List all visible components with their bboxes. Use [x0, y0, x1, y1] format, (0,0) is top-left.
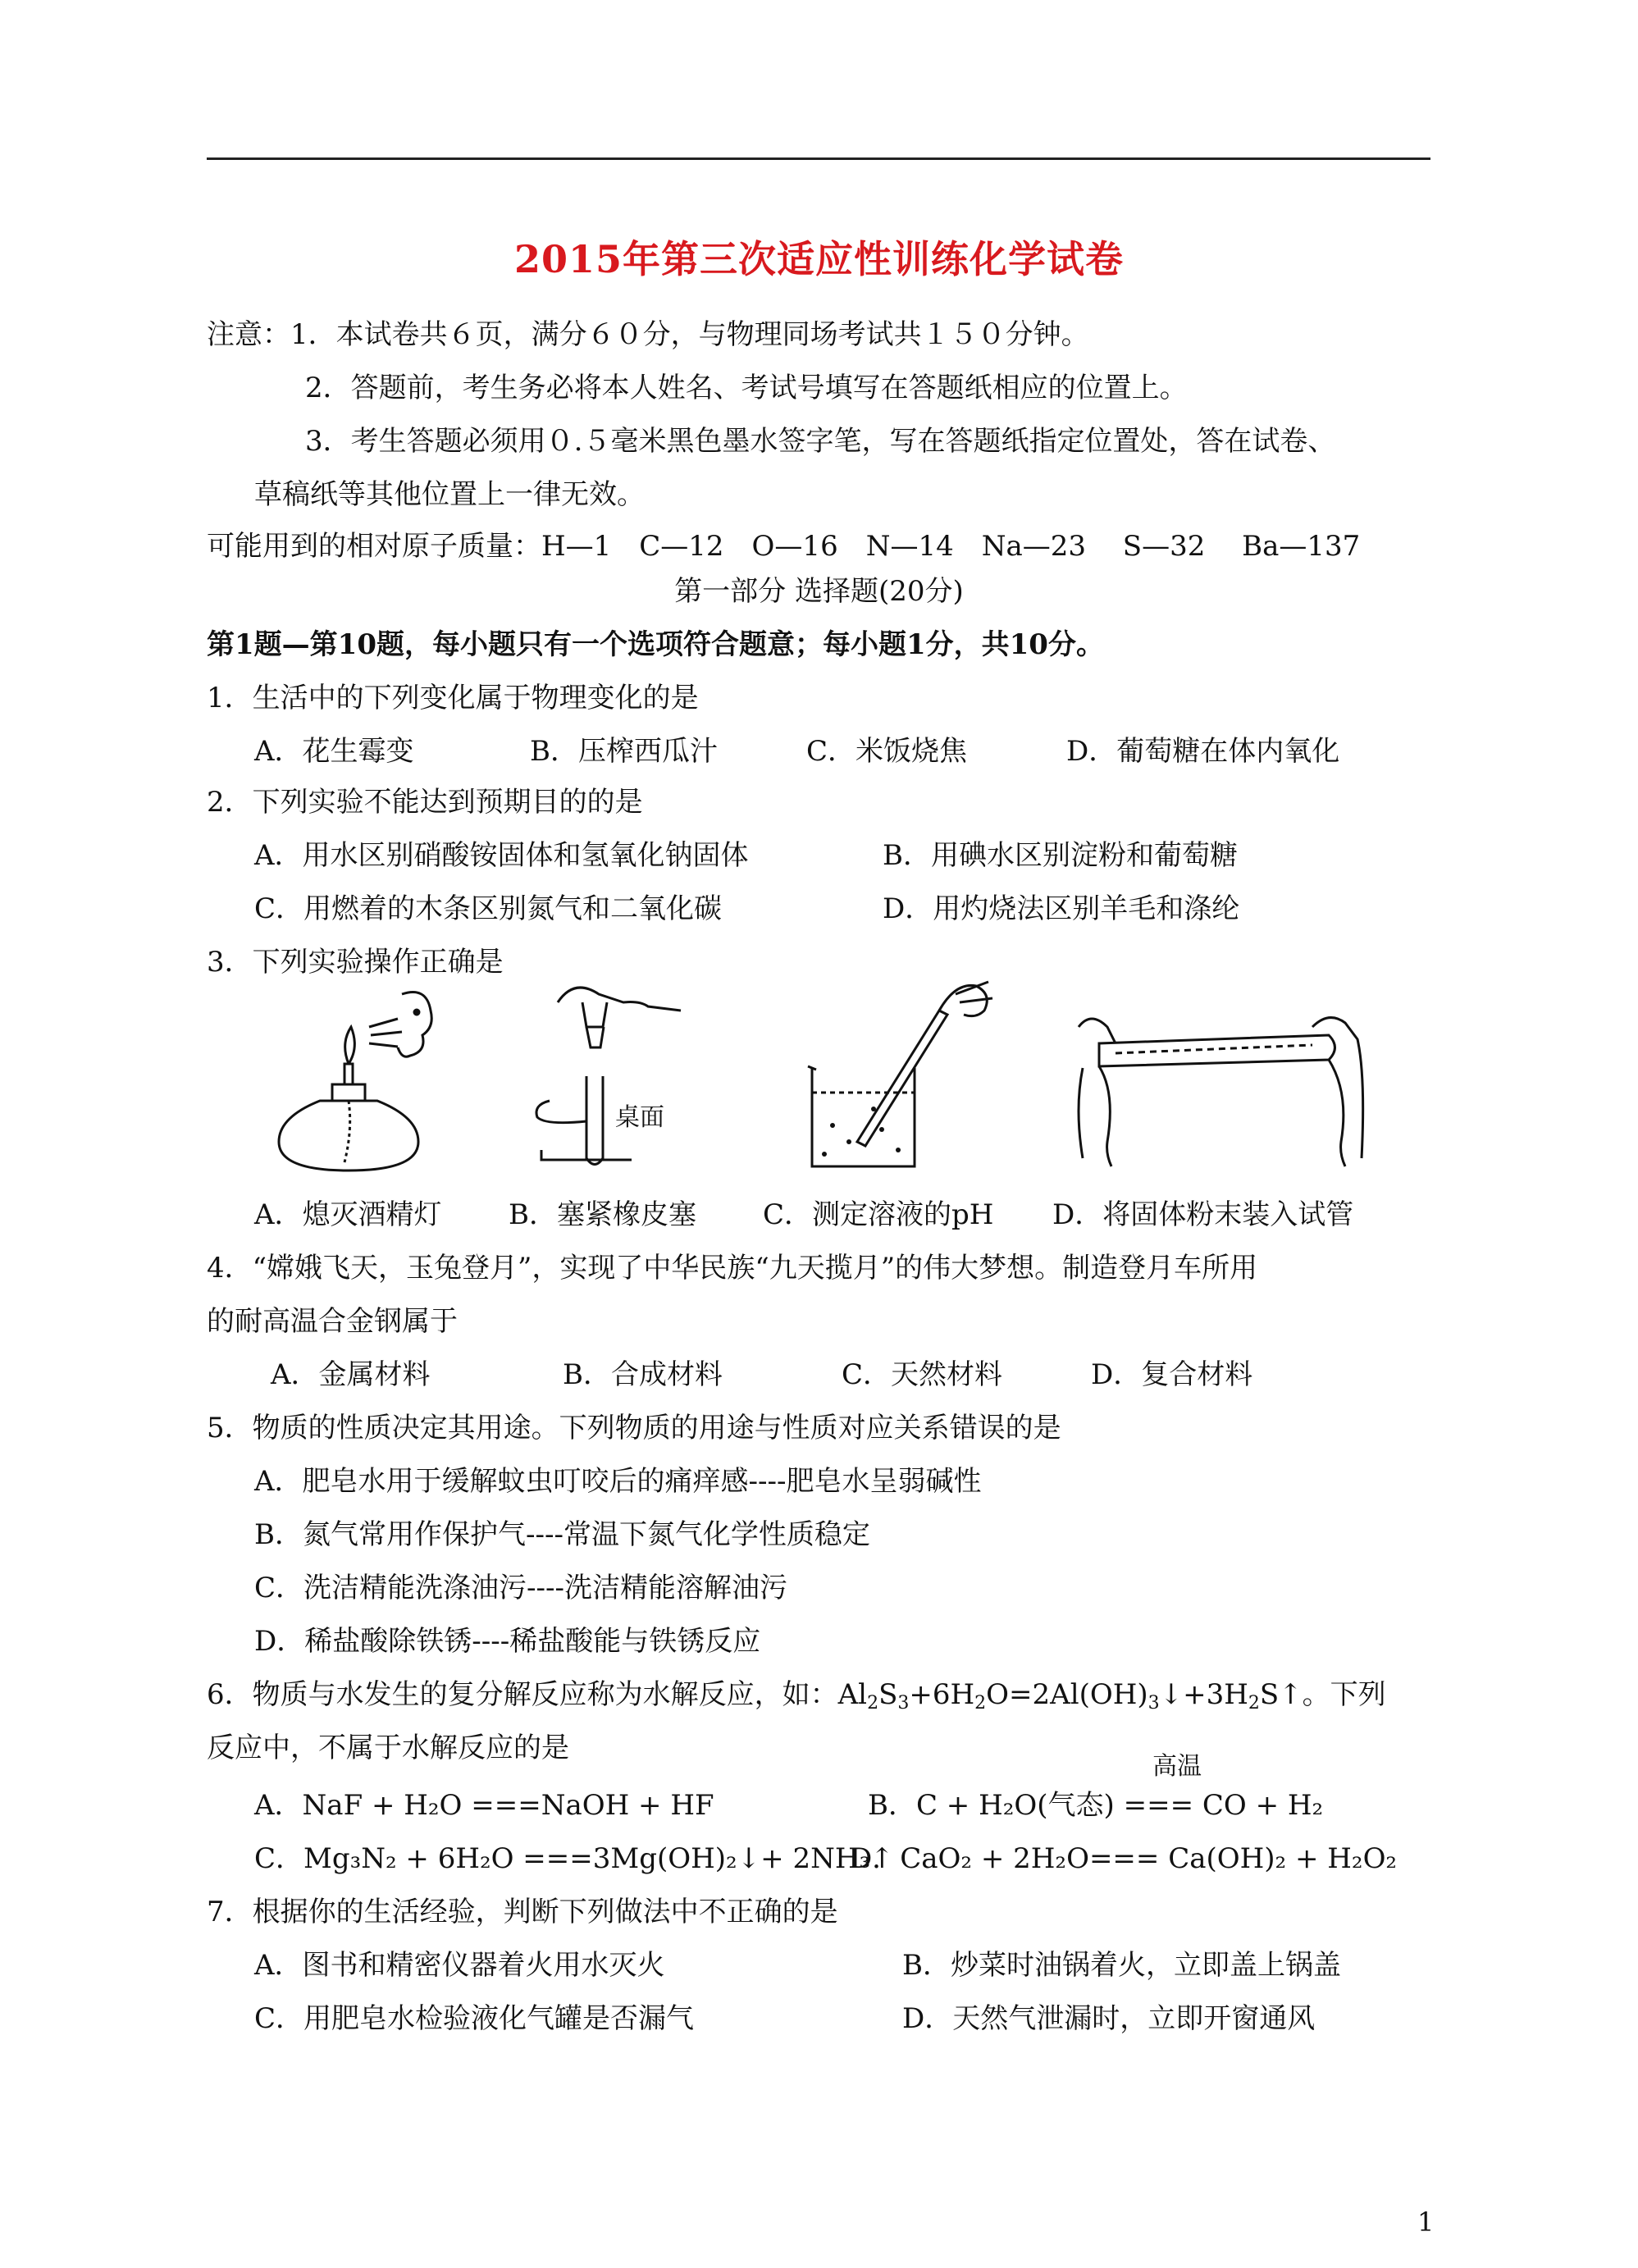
figure-rubber-stopper — [525, 978, 714, 1175]
q6-stem-part-c: +6H — [909, 1678, 975, 1711]
part1-title: 第一部分 选择题(20分) — [674, 575, 964, 608]
q6-stem-part-e: ↓+3H — [1159, 1678, 1248, 1711]
q4-stem-line2: 的耐高温合金钢属于 — [207, 1305, 458, 1338]
table-label: 桌面 — [615, 1104, 664, 1131]
beaker-ph-icon — [800, 978, 997, 1175]
q6-sub-h2s: 2 — [1248, 1693, 1260, 1714]
q6-stem-line2: 反应中，不属于水解反应的是 — [207, 1732, 569, 1764]
q3-option-b: B．塞紧橡皮塞 — [509, 1198, 696, 1231]
q3-stem: 3．下列实验操作正确是 — [207, 946, 504, 979]
q4-option-d: D．复合材料 — [1091, 1358, 1253, 1391]
q6-option-c: C．Mg₃N₂ + 6H₂O ===3Mg(OH)₂↓+ 2NH₃↑ — [254, 1842, 894, 1875]
note-1: 注意：1．本试卷共６页，满分６０分，与物理同场考试共１５０分钟。 — [207, 318, 1089, 351]
figure-ph-test — [800, 978, 997, 1175]
q3-option-c: C．测定溶液的pH — [763, 1198, 994, 1231]
q7-option-b: B．炒菜时油锅着火，立即盖上锅盖 — [902, 1949, 1341, 1982]
q3-option-d: D．将固体粉末装入试管 — [1052, 1198, 1354, 1231]
q1-stem: 1．生活中的下列变化属于物理变化的是 — [207, 682, 699, 714]
q5-stem: 5．物质的性质决定其用途。下列物质的用途与性质对应关系错误的是 — [207, 1412, 1061, 1444]
q5-option-d: D．稀盐酸除铁锈----稀盐酸能与铁锈反应 — [254, 1625, 761, 1658]
q7-option-c: C．用肥皂水检验液化气罐是否漏气 — [254, 2002, 695, 2035]
figure-powder-loading — [1066, 978, 1370, 1175]
q1-option-b: B．压榨西瓜汁 — [530, 735, 718, 768]
q6-stem-part-f: S↑。下列 — [1259, 1678, 1386, 1711]
q2-option-d: D．用灼烧法区别羊毛和涤纶 — [883, 892, 1240, 925]
q4-option-a: A．金属材料 — [271, 1358, 431, 1391]
q6-sub-h2o: 2 — [974, 1693, 987, 1714]
note-4: 草稿纸等其他位置上一律无效。 — [254, 478, 645, 511]
q2-option-b: B．用碘水区别淀粉和葡萄糖 — [883, 839, 1238, 872]
q5-option-a: A．肥皂水用于缓解蚊虫叮咬后的痛痒感----肥皂水呈弱碱性 — [254, 1465, 982, 1498]
q6-option-b: B．C + H₂O(气态) === CO + H₂ — [868, 1789, 1324, 1822]
q6-stem-part-d: O=2Al(OH) — [986, 1678, 1148, 1711]
page-number: 1 — [1417, 2206, 1435, 2238]
q2-option-a: A．用水区别硝酸铵固体和氢氧化钠固体 — [254, 839, 749, 872]
q7-option-d: D．天然气泄漏时，立即开窗通风 — [902, 2002, 1316, 2035]
q6-sub-oh: 3 — [1148, 1693, 1160, 1714]
q6-option-a: A．NaF + H₂O ===NaOH + HF — [254, 1789, 714, 1822]
note-2: 2．答题前，考生务必将本人姓名、考试号填写在答题纸相应的位置上。 — [305, 372, 1188, 404]
note-3: 3．考生答题必须用０.５毫米黑色墨水签字笔，写在答题纸指定位置处，答在试卷、 — [305, 425, 1336, 458]
q6-option-d: D．CaO₂ + 2H₂O=== Ca(OH)₂ + H₂O₂ — [850, 1842, 1398, 1875]
header-rule — [207, 157, 1430, 160]
q6-sub-s: 3 — [897, 1693, 910, 1714]
q6-stem-part-a: 6．物质与水发生的复分解反应称为水解反应，如：Al — [207, 1678, 868, 1711]
q6-stem-part-b: S — [878, 1678, 898, 1711]
exam-title: 2015年第三次适应性训练化学试卷 — [513, 237, 1125, 281]
q1-option-d: D．葡萄糖在体内氧化 — [1066, 735, 1340, 768]
figure-alcohol-lamp — [262, 978, 435, 1175]
q7-option-a: A．图书和精密仪器着火用水灭火 — [254, 1949, 665, 1982]
q4-option-c: C．天然材料 — [842, 1358, 1003, 1391]
q5-option-c: C．洗洁精能洗涤油污----洗洁精能溶解油污 — [254, 1572, 787, 1604]
q7-stem: 7．根据你的生活经验，判断下列做法中不正确的是 — [207, 1896, 838, 1928]
hands-test-tube-icon — [1066, 978, 1370, 1175]
q1-option-c: C．米饭烧焦 — [806, 735, 968, 768]
q2-stem: 2．下列实验不能达到预期目的的是 — [207, 786, 643, 819]
q3-option-a: A．熄灭酒精灯 — [254, 1198, 442, 1231]
q6-sub-al: 2 — [867, 1693, 879, 1714]
q6-stem-line1 — [207, 1676, 1386, 1723]
q6-condition: 高温 — [1152, 1752, 1202, 1781]
q2-option-c: C．用燃着的木条区别氮气和二氧化碳 — [254, 892, 723, 925]
alcohol-lamp-icon — [262, 978, 435, 1175]
q4-stem-line1: 4．“嫦娥飞天，玉兔登月”，实现了中华民族“九天揽月”的伟大梦想。制造登月车所用 — [207, 1252, 1258, 1285]
q1-option-a: A．花生霉变 — [254, 735, 414, 768]
atomic-masses: 可能用到的相对原子质量：H—1 C—12 O—16 N—14 Na—23 S—32 Ba—137 — [207, 530, 1361, 563]
q4-option-b: B．合成材料 — [563, 1358, 723, 1391]
q5-option-b: B．氮气常用作保护气----常温下氮气化学性质稳定 — [254, 1518, 870, 1551]
section-instruction: 第1题—第10题，每小题只有一个选项符合题意；每小题1分，共10分。 — [207, 628, 1104, 661]
test-tube-stopper-icon — [525, 978, 714, 1175]
